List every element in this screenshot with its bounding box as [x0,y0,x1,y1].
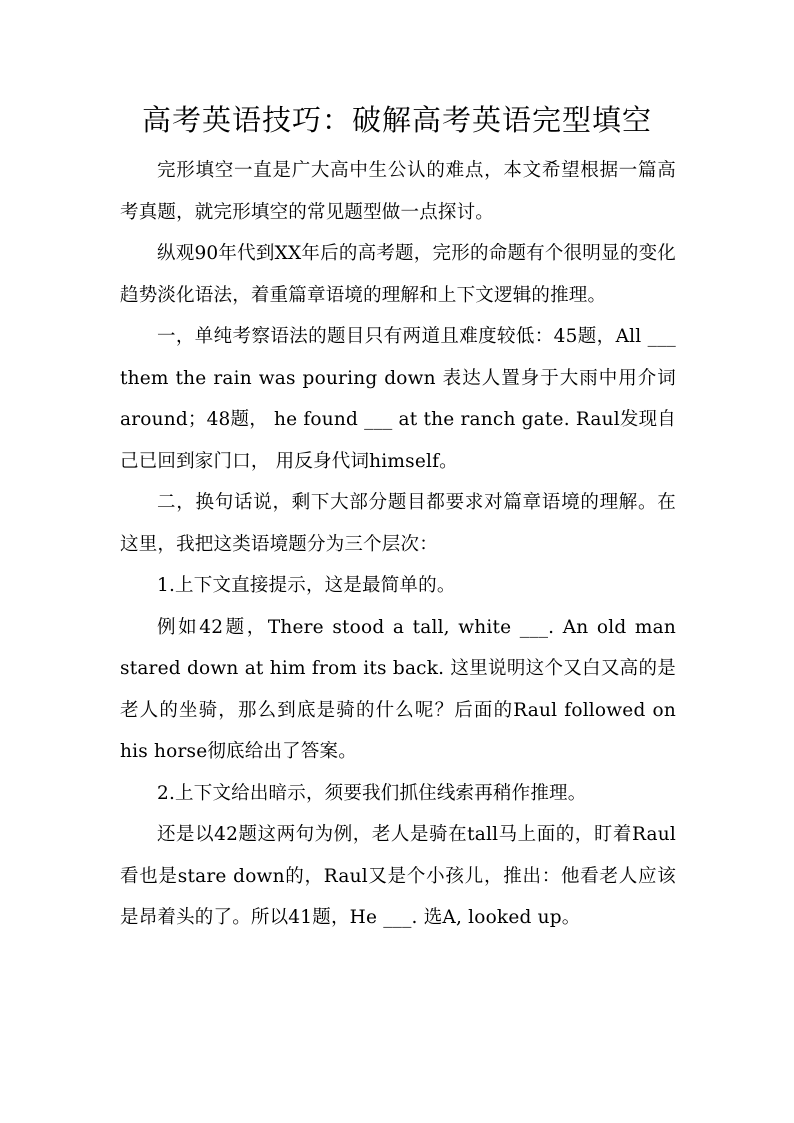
paragraph-level-one: 1.上下文直接提示，这是最简单的。 [157,575,456,596]
document-body [120,150,676,939]
paragraph-intro: 完形填空一直是广大高中生公认的难点，本文希望根据一篇高考真题，就完形填空的常见题型做一点探讨。 [120,160,676,223]
document-title: 高考英语技巧：破解高考英语完型填空 [141,103,652,137]
paragraph-level-two: 2.上下文给出暗示，须要我们抓住线索再稍作推理。 [157,782,587,804]
paragraph-example-42: 例如42题，There stood a tall, white ___. An old man stared down at him from its back. 这里说明这个又白又高的是老人的坐骑，那么到底是骑的什么呢？后面的Raul followed on his horse彻底给出了答案。 [120,616,676,762]
paragraph-context-questions: 二，换句话说，剩下大部分题目都要求对篇章语境的理解。在这里，我把这类语境题分为三个层次： [120,492,676,555]
paragraph-grammar-questions: 一，单纯考察语法的题目只有两道且难度较低：45题，All ___ them the rain was pouring down 表达人置身于大雨中用介词around；48题， he found ___ at the ranch gate. Raul发现自己已回到家门口， 用反身代词himself。 [120,326,676,472]
paragraph-overview: 纵观90年代到XX年后的高考题，完形的命题有个很明显的变化趋势淡化语法，着重篇章语境的理解和上下文逻辑的推理。 [120,243,676,306]
paragraph-example-41: 还是以42题这两句为例，老人是骑在tall马上面的，盯着Raul看也是stare down的，Raul又是个小孩儿，推出：他看老人应该是昂着头的了。所以41题，He ___. 选A, looked up。 [120,824,676,928]
